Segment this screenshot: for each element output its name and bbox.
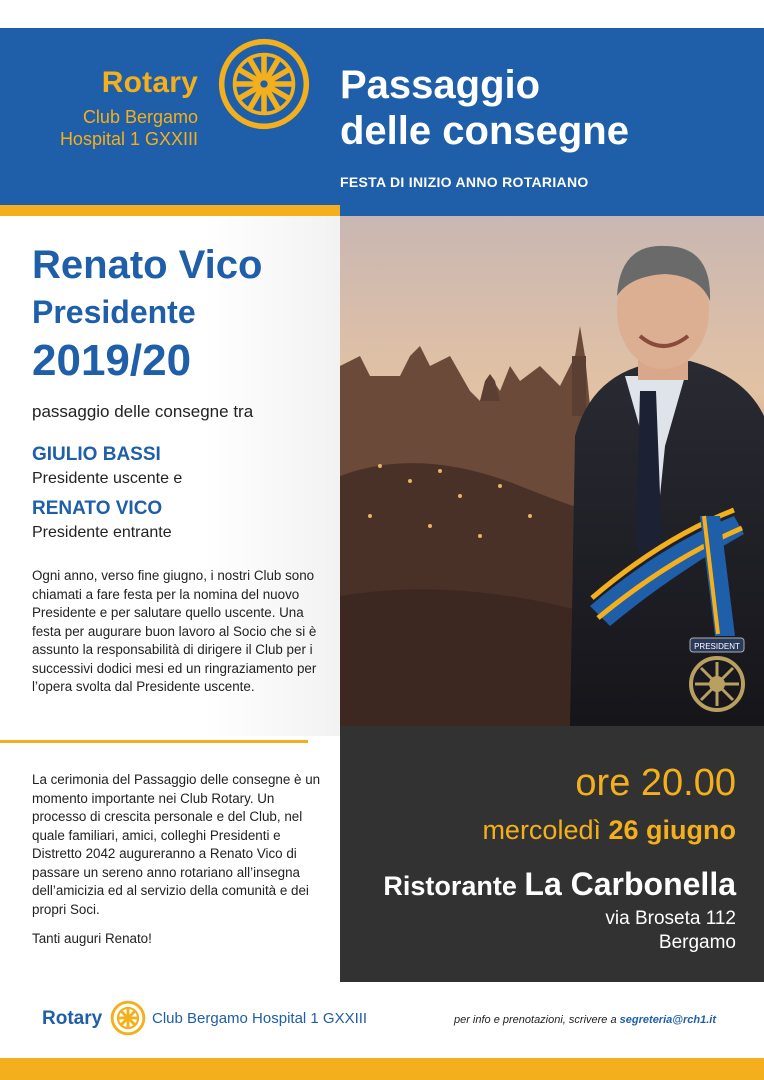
venue-address <box>605 907 736 955</box>
president-role: Presidente <box>32 294 196 330</box>
event-day: 26 giugno <box>608 815 736 845</box>
rotary-wheel-icon <box>218 38 310 130</box>
address-street: via Broseta 112 <box>605 908 736 929</box>
logo-club-line2: Hospital 1 GXXIII <box>59 129 198 149</box>
gold-accent-bar <box>0 205 340 216</box>
medal-label: PRESIDENT <box>694 642 740 651</box>
logo-club-name <box>60 106 198 150</box>
footer-logo <box>42 1000 372 1040</box>
outgoing-president-name: GIULIO BASSI <box>32 444 161 465</box>
title-line2: delle consegne <box>340 109 629 153</box>
event-title <box>340 62 720 154</box>
event-weekday: mercoledì <box>482 815 601 845</box>
incoming-president-name: RENATO VICO <box>32 498 163 519</box>
footer-rotary-wheel-icon <box>110 1000 146 1036</box>
event-date <box>482 815 736 846</box>
top-margin <box>0 0 764 28</box>
address-city: Bergamo <box>658 932 736 953</box>
footer-logo-word: Rotary <box>42 1008 103 1029</box>
event-time: ore 20.00 <box>575 762 736 804</box>
footer-club-name: Club Bergamo Hospital 1 GXXIII <box>152 1010 368 1027</box>
contact-text: per info e prenotazioni, scrivere a <box>453 1014 617 1026</box>
closing-wish: Tanti auguri Renato! <box>32 931 152 946</box>
ceremony-paragraph: La cerimonia del Passaggio delle consegne è un momento importante nei Club Rotary. Un processo di crescita personale e del Club, nel quale familiari, amici, colleghi Presidenti e Distretto 2042 augureranno a Renato Vico di passare un sereno anno rotariano all’insegna dell’amicizia ed al servizio della comunità e dei propri Soci. <box>32 772 321 917</box>
event-subtitle: FESTA DI INIZIO ANNO ROTARIANO <box>340 174 589 190</box>
handover-intro: passaggio delle consegne tra <box>32 402 254 421</box>
intro-paragraph: Ogni anno, verso fine giugno, i nostri Club sono chiamati a fare festa per la nomina del nuovo Presidente e per salutare quello uscente. Una festa per augurare buon lavoro al Socio che si è assunto la responsabilità di dirigere il Club per i successivi dodici mesi ed un ringraziamento per l’opera svolta dal Presidente uscente. <box>32 568 317 694</box>
logo-word: Rotary <box>101 66 198 99</box>
president-photo <box>340 216 764 726</box>
venue <box>383 866 736 903</box>
logo-club-line1: Club Bergamo <box>82 107 198 127</box>
bottom-gold-bar <box>0 1058 764 1080</box>
contact-email[interactable]: segreteria@rch1.it <box>619 1014 716 1026</box>
rotary-year: 2019/20 <box>32 336 192 385</box>
rotary-logo <box>59 38 316 158</box>
gold-divider <box>0 740 308 743</box>
footer-contact <box>454 1014 716 1026</box>
venue-prefix: Ristorante <box>383 871 517 901</box>
venue-name: La Carbonella <box>524 866 736 902</box>
incoming-president-role: Presidente entrante <box>32 524 172 541</box>
bergamo-sunset-photo-image <box>340 216 764 726</box>
outgoing-president-role: Presidente uscente e <box>32 470 183 487</box>
title-line1: Passaggio <box>340 63 541 107</box>
president-name: Renato Vico <box>32 243 263 287</box>
